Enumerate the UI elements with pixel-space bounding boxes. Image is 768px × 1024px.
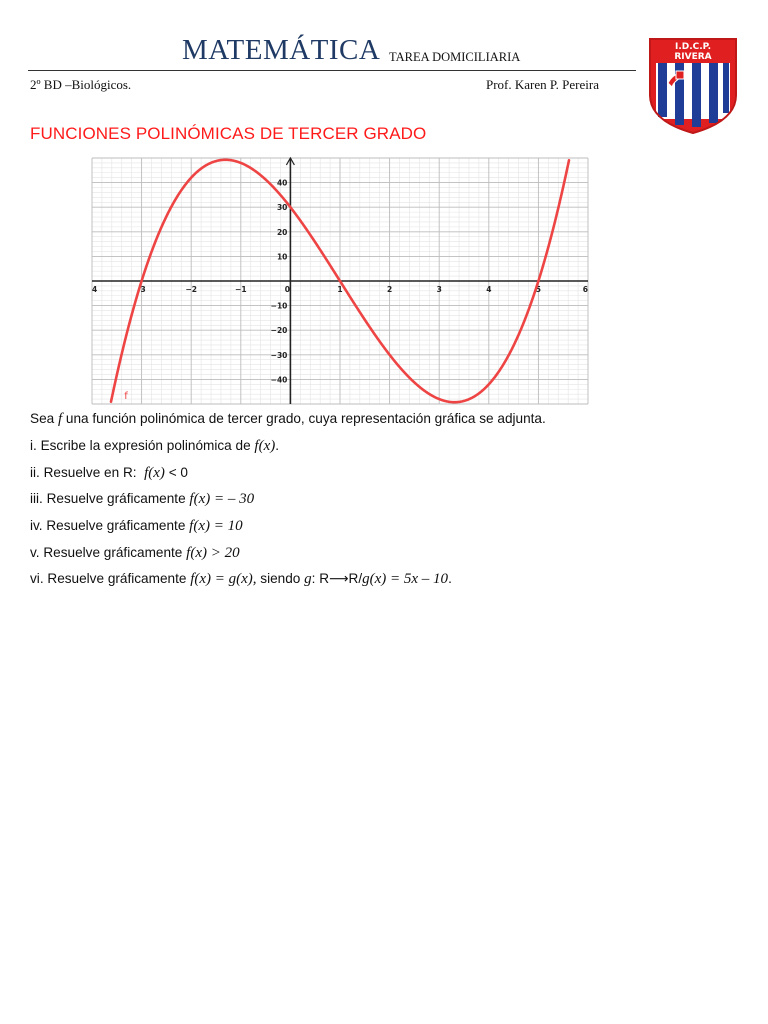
question-2 xyxy=(30,465,188,482)
y-tick-label: 20 xyxy=(276,227,288,237)
x-tick-label: 2 xyxy=(386,285,393,294)
question-1 xyxy=(30,438,279,455)
q6-post: . xyxy=(448,571,452,586)
q2-post: < 0 xyxy=(164,465,188,480)
y-tick-label: −10 xyxy=(270,301,288,311)
q5-math: f(x) > 20 xyxy=(186,545,240,561)
q6-pre: vi. Resuelve gráficamente xyxy=(30,571,191,586)
y-tick-label: 10 xyxy=(276,252,288,262)
y-tick-label: 30 xyxy=(276,203,288,213)
header-rule xyxy=(28,70,636,71)
q2-pre: ii. Resuelve en R: xyxy=(30,465,145,480)
x-tick-label: 6 xyxy=(582,285,588,294)
course-label: 2º BD –Biológicos. xyxy=(30,77,132,92)
question-4 xyxy=(30,518,243,535)
x-tick-label: 4 xyxy=(92,285,98,294)
q3-pre: iii. Resuelve gráficamente xyxy=(30,491,190,506)
q6-mid1: siendo xyxy=(256,571,305,586)
intro-pre: Sea xyxy=(30,411,58,426)
question-6 xyxy=(30,571,452,588)
q6-math1: f(x) = g(x), xyxy=(190,571,257,587)
q5-pre: v. Resuelve gráficamente xyxy=(30,545,187,560)
q3-math: f(x) = – 30 xyxy=(189,491,255,507)
page-title: MATEMÁTICA xyxy=(182,34,381,66)
school-logo xyxy=(648,37,738,135)
x-tick-labels xyxy=(92,285,588,294)
question-5 xyxy=(30,545,240,562)
x-tick-label: −1 xyxy=(235,285,247,294)
logo-text-bottom: RIVERA xyxy=(674,52,712,62)
q6-g: g xyxy=(304,571,312,587)
section-heading: FUNCIONES POLINÓMICAS DE TERCER GRADO xyxy=(30,124,427,143)
y-tick-label: −20 xyxy=(270,326,288,336)
series-f-label: f xyxy=(124,391,128,403)
q6-mid2: : R xyxy=(311,571,330,586)
question-intro xyxy=(30,411,546,428)
intro-f: f xyxy=(57,411,63,427)
q4-pre: iv. Resuelve gráficamente xyxy=(30,518,190,533)
function-graph xyxy=(88,154,592,408)
page-subtitle: TAREA DOMICILIARIA xyxy=(389,50,521,64)
q6-mid3: R/ xyxy=(348,571,363,586)
intro-post: una función polinómica de tercer grado, cuya representación gráfica se adjunta. xyxy=(62,411,546,426)
y-tick-label: −30 xyxy=(270,350,288,360)
q6-arrow: ⟶ xyxy=(329,571,349,586)
x-tick-label: -3 xyxy=(137,285,146,294)
logo-text-top: I.D.C.P. xyxy=(674,42,712,52)
x-tick-label: 5 xyxy=(535,285,542,294)
q1-pre: i. Escribe la expresión polinómica de xyxy=(30,438,255,453)
q2-math: f(x) xyxy=(144,465,165,481)
q4-math: f(x) = 10 xyxy=(189,518,243,534)
logo-stripes xyxy=(656,63,730,127)
x-tick-label: −2 xyxy=(185,285,197,294)
teacher-label: Prof. Karen P. Pereira xyxy=(486,77,599,92)
q1-post: . xyxy=(275,438,280,453)
x-tick-label: 1 xyxy=(337,285,343,294)
x-tick-label: 3 xyxy=(436,285,442,294)
question-3 xyxy=(30,491,254,508)
x-tick-label: 4 xyxy=(486,285,492,294)
y-tick-label: 40 xyxy=(276,178,288,188)
y-tick-label: −40 xyxy=(270,375,288,385)
q1-math: f(x) xyxy=(254,438,276,454)
q6-math2: g(x) = 5x – 10 xyxy=(362,571,449,587)
x-tick-label: 0 xyxy=(284,285,291,294)
